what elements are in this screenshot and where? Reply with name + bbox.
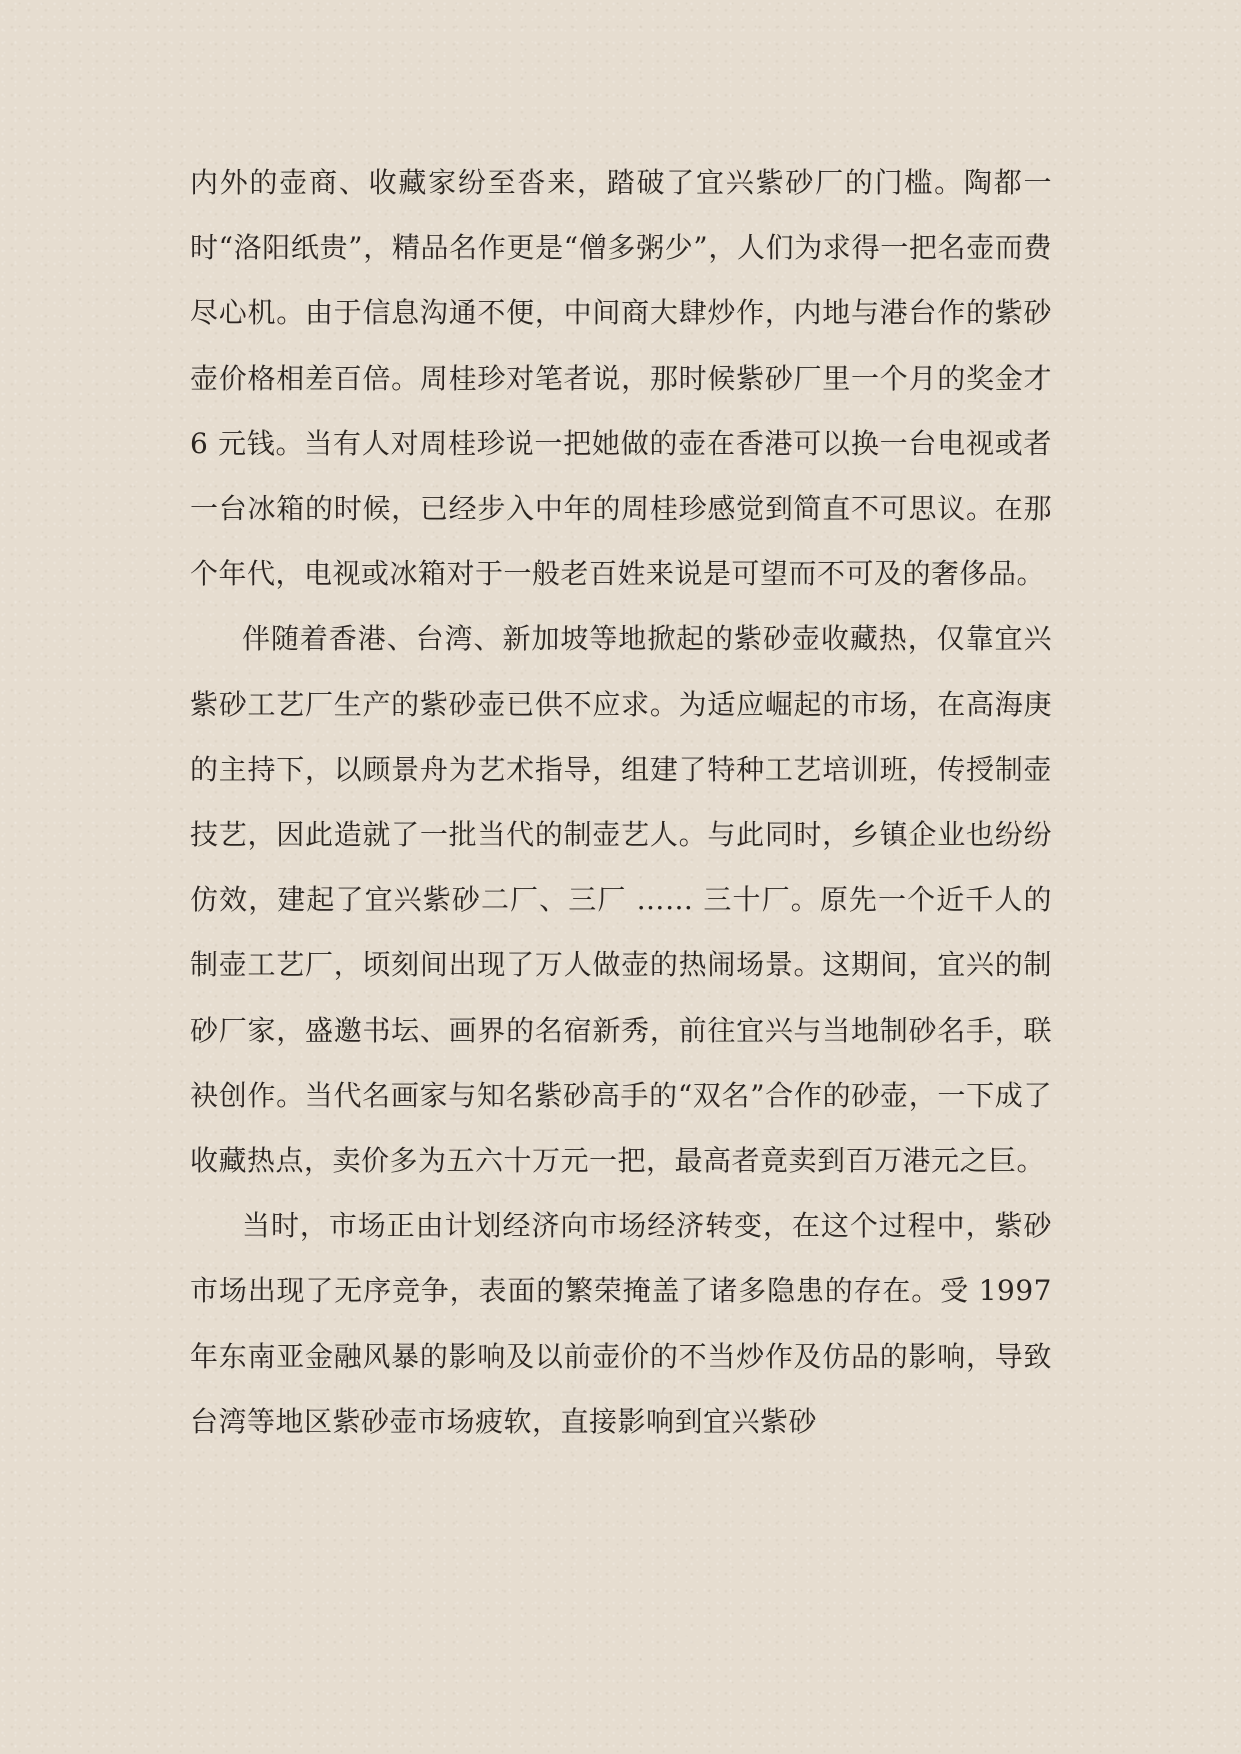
page-body: [190, 150, 1052, 1454]
paragraph-3: 当时，市场正由计划经济向市场经济转变，在这个过程中，紫砂市场出现了无序竞争，表面的繁荣掩盖了诸多隐患的存在。受 1997 年东南亚金融风暴的影响及以前壶价的不当炒作及仿品的影响，导致台湾等地区紫砂壶市场疲软，直接影响到宜兴紫砂: [190, 1209, 1052, 1438]
paragraph-2: 伴随着香港、台湾、新加坡等地掀起的紫砂壶收藏热，仅靠宜兴紫砂工艺厂生产的紫砂壶已供不应求。为适应崛起的市场，在高海庚的主持下，以顾景舟为艺术指导，组建了特种工艺培训班，传授制壶技艺，因此造就了一批当代的制壶艺人。与此同时，乡镇企业也纷纷仿效，建起了宜兴紫砂二厂、三厂 …… 三十厂。原先一个近千人的制壶工艺厂，顷刻间出现了万人做壶的热闹场景。这期间，宜兴的制砂厂家，盛邀书坛、画界的名宿新秀，前往宜兴与当地制砂名手，联袂创作。当代名画家与知名紫砂高手的“双名”合作的砂壶，一下成了收藏热点，卖价多为五六十万元一把，最高者竟卖到百万港元之巨。: [190, 622, 1052, 1178]
paragraph-1: 内外的壶商、收藏家纷至沓来，踏破了宜兴紫砂厂的门槛。陶都一时“洛阳纸贵”，精品名作更是“僧多粥少”，人们为求得一把名壶而费尽心机。由于信息沟通不便，中间商大肆炒作，内地与港台作的紫砂壶价格相差百倍。周桂珍对笔者说，那时候紫砂厂里一个月的奖金才 6 元钱。当有人对周桂珍说一把她做的壶在香港可以换一台电视或者一台冰箱的时候，已经步入中年的周桂珍感觉到简直不可思议。在那个年代，电视或冰箱对于一般老百姓来说是可望而不可及的奢侈品。: [190, 166, 1052, 591]
